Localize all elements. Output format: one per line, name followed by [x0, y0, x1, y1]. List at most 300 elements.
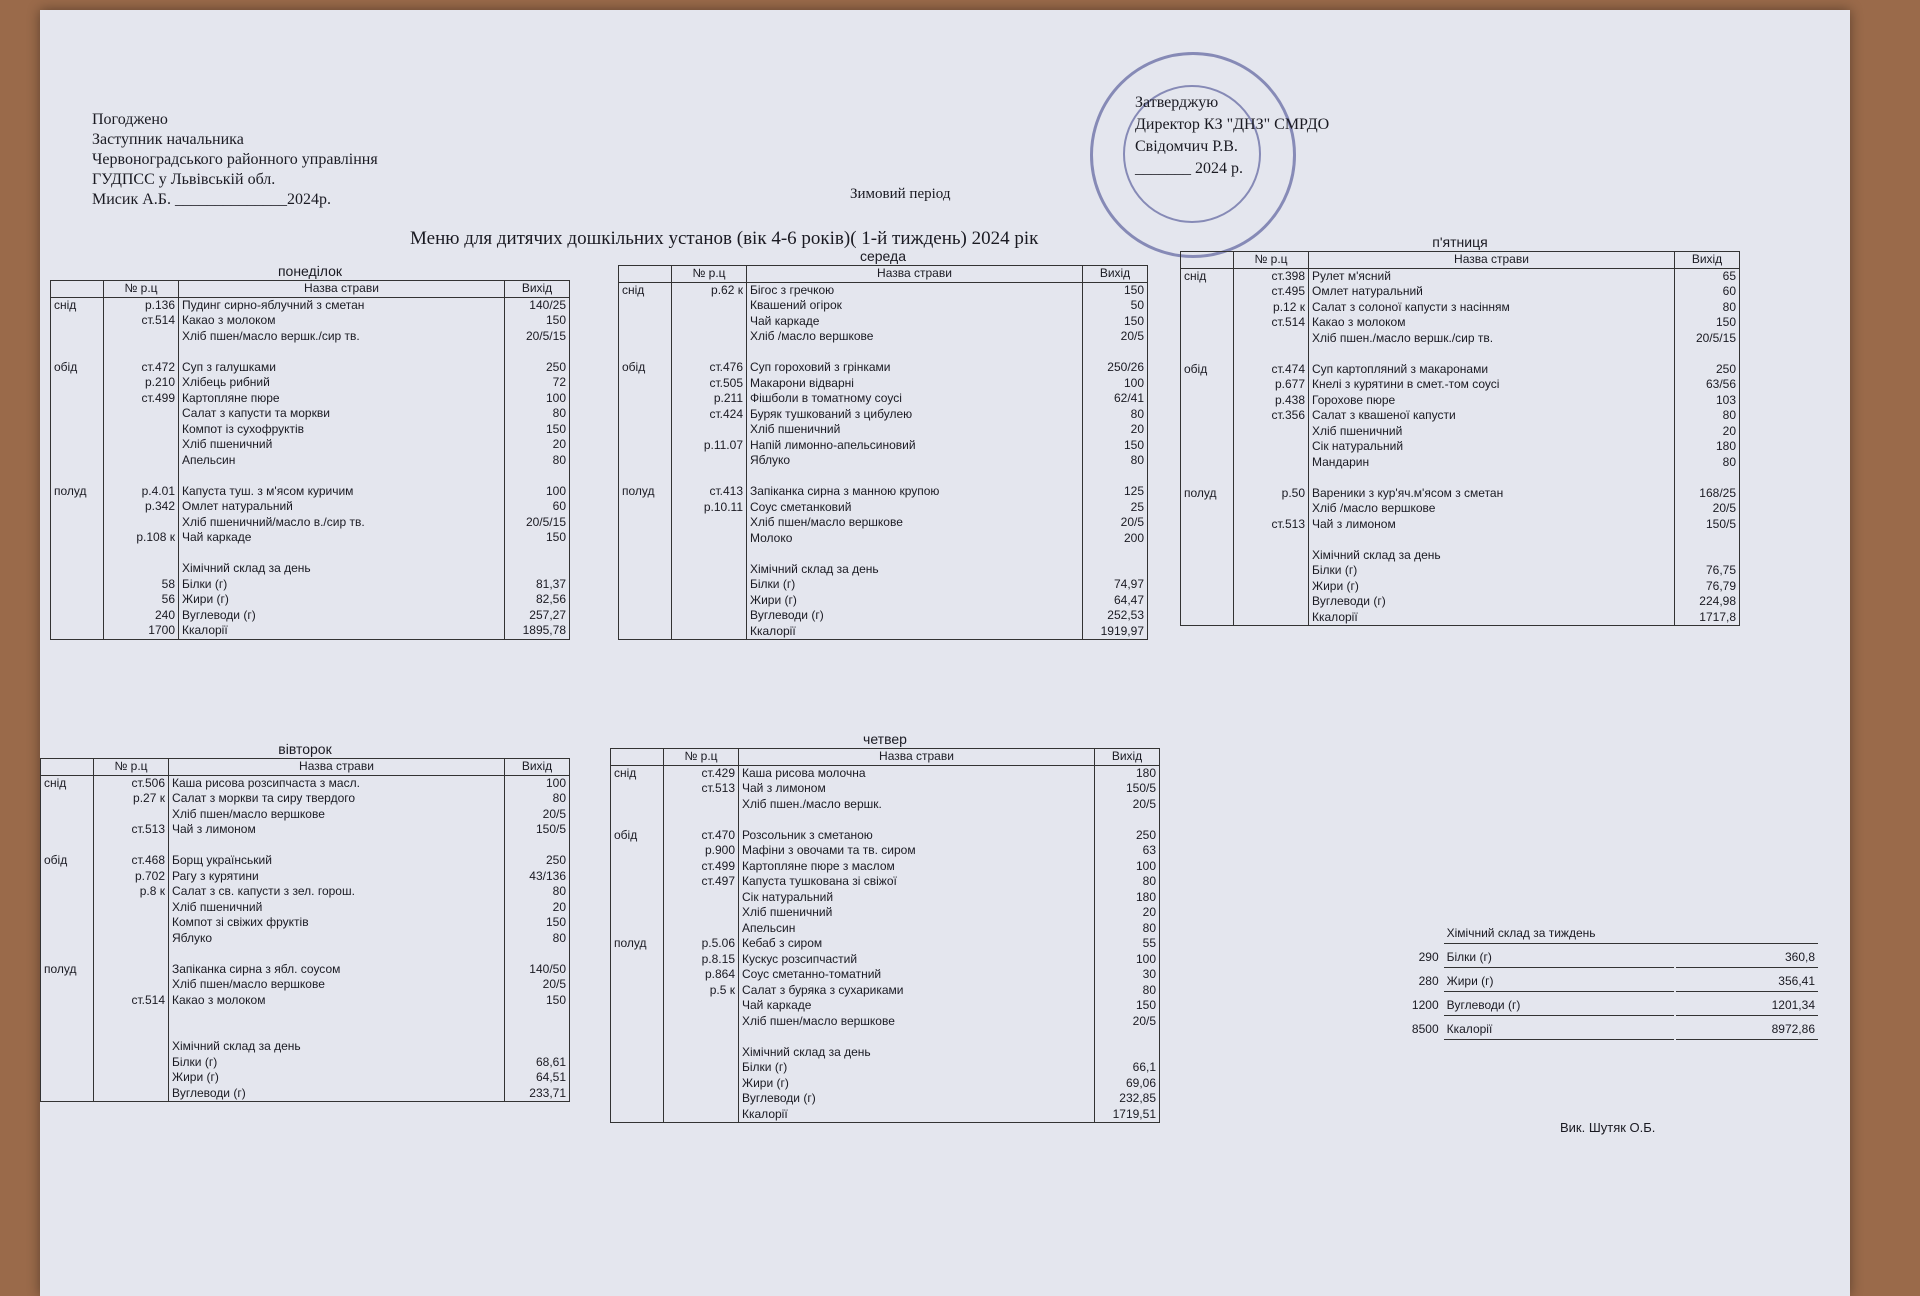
table-row: [51, 499, 570, 515]
output-cell: 140/50: [505, 962, 570, 978]
meal-cell: [41, 1039, 94, 1055]
output-cell: 150: [505, 313, 570, 329]
recipe-no-cell: [94, 931, 169, 947]
table-row: [619, 391, 1148, 407]
meal-cell: [619, 531, 672, 547]
menu-table: [1180, 251, 1740, 626]
dish-name-cell: Хліб пшеничний: [179, 437, 505, 453]
meal-cell: обід: [1181, 362, 1234, 378]
recipe-no-cell: 1700: [104, 623, 179, 639]
meal-cell: [1181, 610, 1234, 626]
output-cell: 20/5: [505, 807, 570, 823]
table-row: 8500 Ккалорії 8972,86: [1362, 1018, 1818, 1040]
table-row: [41, 838, 570, 854]
output-cell: 63: [1095, 843, 1160, 859]
output-cell: 80: [1083, 453, 1148, 469]
meal-cell: [1181, 548, 1234, 564]
output-cell: 232,85: [1095, 1091, 1160, 1107]
output-cell: 1919,97: [1083, 624, 1148, 640]
season-label: Зимовий період: [850, 186, 951, 202]
output-cell: [1675, 532, 1740, 548]
meal-cell: [41, 1008, 94, 1024]
recipe-no-cell: [672, 329, 747, 345]
meal-cell: [41, 838, 94, 854]
dish-name-cell: Компот зі свіжих фруктів: [169, 915, 505, 931]
recipe-no-cell: [664, 905, 739, 921]
dish-name-cell: Бігос з гречкою: [747, 282, 1083, 298]
meal-cell: [1181, 579, 1234, 595]
output-cell: [1083, 546, 1148, 562]
table-row: [41, 1055, 570, 1071]
recipe-no-cell: [664, 1029, 739, 1045]
table-row: [41, 1086, 570, 1102]
dish-name-cell: Омлет натуральний: [179, 499, 505, 515]
dish-name-cell: Хліб пшеничний: [169, 900, 505, 916]
recipe-no-cell: [94, 977, 169, 993]
dish-name-cell: Запіканка сирна з манною крупою: [747, 484, 1083, 500]
table-row: [41, 977, 570, 993]
meal-cell: [41, 946, 94, 962]
dish-name-cell: Хліб пшен./масло вершк.: [739, 797, 1095, 813]
meal-cell: полуд: [611, 936, 664, 952]
col-header-out: Вихід: [1083, 266, 1148, 283]
table-row: [619, 282, 1148, 298]
meal-cell: [611, 1045, 664, 1061]
table-row: [51, 375, 570, 391]
output-cell: [505, 344, 570, 360]
day-block-friday: [1180, 233, 1740, 626]
dish-name-cell: [1309, 470, 1675, 486]
output-cell: 150/5: [1095, 781, 1160, 797]
output-cell: 60: [505, 499, 570, 515]
recipe-no-cell: [1234, 455, 1309, 471]
meal-cell: [1181, 331, 1234, 347]
output-cell: 250/26: [1083, 360, 1148, 376]
meal-cell: [41, 807, 94, 823]
recipe-no-cell: [1234, 439, 1309, 455]
recipe-no-cell: р.50: [1234, 486, 1309, 502]
dish-name-cell: Салат з буряка з сухариками: [739, 983, 1095, 999]
dish-name-cell: Вуглеводи (г): [1309, 594, 1675, 610]
meal-cell: [611, 859, 664, 875]
recipe-no-cell: р.8.15: [664, 952, 739, 968]
meal-cell: [619, 515, 672, 531]
dish-name-cell: Жири (г): [739, 1076, 1095, 1092]
dish-name-cell: Розсольник з сметаною: [739, 828, 1095, 844]
recipe-no-cell: [94, 838, 169, 854]
table-row: [619, 593, 1148, 609]
meal-cell: [1181, 532, 1234, 548]
output-cell: 150: [505, 915, 570, 931]
col-header-out: Вихід: [505, 759, 570, 776]
output-cell: 257,27: [505, 608, 570, 624]
meal-cell: [51, 499, 104, 515]
output-cell: [1675, 346, 1740, 362]
output-cell: 72: [505, 375, 570, 391]
output-cell: 43/136: [505, 869, 570, 885]
meal-cell: [1181, 501, 1234, 517]
table-row: [41, 900, 570, 916]
dish-name-cell: [747, 546, 1083, 562]
table-row: [1181, 424, 1740, 440]
output-cell: 150: [1675, 315, 1740, 331]
dish-name-cell: Білки (г): [169, 1055, 505, 1071]
meal-cell: [41, 977, 94, 993]
recipe-no-cell: [104, 329, 179, 345]
recipe-no-cell: [104, 422, 179, 438]
dish-name-cell: Білки (г): [747, 577, 1083, 593]
table-row: [41, 822, 570, 838]
table-row: [611, 998, 1160, 1014]
recipe-no-cell: [1234, 470, 1309, 486]
dish-name-cell: [179, 344, 505, 360]
dish-name-cell: [169, 946, 505, 962]
col-header-out: Вихід: [1095, 749, 1160, 766]
table-row: [51, 530, 570, 546]
table-row: [619, 531, 1148, 547]
output-cell: 55: [1095, 936, 1160, 952]
table-row: [611, 1107, 1160, 1123]
output-cell: 125: [1083, 484, 1148, 500]
table-row: [1181, 315, 1740, 331]
meal-cell: [619, 422, 672, 438]
table-header: [619, 266, 1148, 283]
recipe-no-cell: [94, 962, 169, 978]
output-cell: [1083, 562, 1148, 578]
recipe-no-cell: [104, 515, 179, 531]
output-cell: 1719,51: [1095, 1107, 1160, 1123]
meal-cell: [51, 344, 104, 360]
output-cell: 150/5: [505, 822, 570, 838]
table-row: [619, 453, 1148, 469]
recipe-no-cell: [672, 624, 747, 640]
table-row: [1181, 268, 1740, 284]
recipe-no-cell: ст.356: [1234, 408, 1309, 424]
meal-cell: [619, 391, 672, 407]
table-row: [1181, 300, 1740, 316]
signature-line: Вик. Шутяк О.Б.: [1560, 1120, 1656, 1135]
meal-cell: [1181, 424, 1234, 440]
output-cell: [1095, 1045, 1160, 1061]
output-cell: 76,75: [1675, 563, 1740, 579]
dish-name-cell: Пудинг сирно-яблучний з сметан: [179, 297, 505, 313]
meal-cell: [619, 546, 672, 562]
table-header: [1181, 252, 1740, 269]
output-cell: 180: [1675, 439, 1740, 455]
table-row: [1181, 377, 1740, 393]
table-row: [1181, 408, 1740, 424]
output-cell: 150: [1083, 314, 1148, 330]
dish-name-cell: Хліб /масло вершкове: [1309, 501, 1675, 517]
output-cell: 80: [1675, 300, 1740, 316]
table-row: [619, 422, 1148, 438]
table-row: [611, 859, 1160, 875]
meal-cell: [619, 345, 672, 361]
recipe-no-cell: [1234, 346, 1309, 362]
output-cell: 250: [505, 853, 570, 869]
col-header-name: Назва страви: [169, 759, 505, 776]
meal-cell: [619, 624, 672, 640]
col-header-name: Назва страви: [179, 281, 505, 298]
table-row: [51, 360, 570, 376]
dish-name-cell: Яблуко: [169, 931, 505, 947]
output-cell: [505, 946, 570, 962]
meal-cell: [41, 993, 94, 1009]
dish-name-cell: Білки (г): [179, 577, 505, 593]
meal-cell: [611, 1107, 664, 1123]
meal-cell: полуд: [51, 484, 104, 500]
output-cell: 150: [505, 530, 570, 546]
col-header-name: Назва страви: [739, 749, 1095, 766]
table-row: [41, 791, 570, 807]
recipe-no-cell: р.27 к: [94, 791, 169, 807]
meal-cell: [1181, 594, 1234, 610]
recipe-no-cell: [664, 1060, 739, 1076]
recipe-no-cell: [664, 1091, 739, 1107]
recipe-no-cell: [672, 469, 747, 485]
meal-cell: [611, 967, 664, 983]
recipe-no-cell: ст.513: [94, 822, 169, 838]
dish-name-cell: Капуста тушкована зі свіжої: [739, 874, 1095, 890]
meal-cell: [41, 1086, 94, 1102]
recipe-no-cell: [664, 1076, 739, 1092]
meal-cell: [41, 900, 94, 916]
output-cell: 20: [505, 437, 570, 453]
meal-cell: [619, 407, 672, 423]
table-row: [611, 781, 1160, 797]
meal-cell: [41, 931, 94, 947]
recipe-no-cell: [104, 344, 179, 360]
dish-name-cell: [169, 1024, 505, 1040]
dish-name-cell: Какао з молоком: [169, 993, 505, 1009]
output-cell: [1675, 470, 1740, 486]
output-cell: [1095, 1029, 1160, 1045]
meal-cell: [51, 530, 104, 546]
recipe-no-cell: [1234, 548, 1309, 564]
dish-name-cell: Горохове пюре: [1309, 393, 1675, 409]
meal-cell: [619, 500, 672, 516]
dish-name-cell: Запіканка сирна з ябл. соусом: [169, 962, 505, 978]
recipe-no-cell: ст.505: [672, 376, 747, 392]
output-cell: 65: [1675, 268, 1740, 284]
meal-cell: [51, 313, 104, 329]
recipe-no-cell: 240: [104, 608, 179, 624]
recipe-no-cell: ст.398: [1234, 268, 1309, 284]
table-row: [619, 608, 1148, 624]
dish-name-cell: Салат з св. капусти з зел. горош.: [169, 884, 505, 900]
meal-cell: [611, 781, 664, 797]
recipe-no-cell: [1234, 594, 1309, 610]
meal-cell: [51, 422, 104, 438]
table-row: [51, 437, 570, 453]
meal-cell: [1181, 563, 1234, 579]
table-row: [41, 807, 570, 823]
recipe-no-cell: [94, 915, 169, 931]
approval-block-right: Затверджую Директор КЗ "ДНЗ" СМРДО Свідомчич Р.В. _______ 2024 р.: [1135, 94, 1330, 177]
meal-cell: [51, 561, 104, 577]
table-header: [51, 281, 570, 298]
dish-name-cell: Напій лимонно-апельсиновий: [747, 438, 1083, 454]
table-row: [51, 297, 570, 313]
table-row: [611, 983, 1160, 999]
recipe-no-cell: [672, 546, 747, 562]
recipe-no-cell: р.438: [1234, 393, 1309, 409]
table-row: [41, 884, 570, 900]
dish-name-cell: Картопляне пюре: [179, 391, 505, 407]
meal-cell: [1181, 315, 1234, 331]
recipe-no-cell: [94, 807, 169, 823]
table-header: [611, 749, 1160, 766]
output-cell: 250: [505, 360, 570, 376]
recipe-no-cell: [104, 406, 179, 422]
output-cell: 30: [1095, 967, 1160, 983]
col-header-name: Назва страви: [1309, 252, 1675, 269]
dish-name-cell: Чай каркаде: [179, 530, 505, 546]
meal-cell: [41, 791, 94, 807]
table-row: [41, 1039, 570, 1055]
recipe-no-cell: [104, 546, 179, 562]
meal-cell: [1181, 455, 1234, 471]
recipe-no-cell: ст.514: [94, 993, 169, 1009]
dish-name-cell: Соус сметанковий: [747, 500, 1083, 516]
dish-name-cell: Суп картопляний з макаронами: [1309, 362, 1675, 378]
table-row: [619, 500, 1148, 516]
day-block-wednesday: [618, 247, 1148, 640]
table-row: [1181, 486, 1740, 502]
table-row: [611, 1045, 1160, 1061]
approval-block-left: Погоджено Заступник начальника Червоноградського районного управління ГУДПСС у Львівській обл. Мисик А.Б. ______________2024р.: [92, 111, 378, 208]
meal-cell: [41, 822, 94, 838]
table-row: [1181, 284, 1740, 300]
menu-table: [50, 280, 570, 640]
recipe-no-cell: [672, 453, 747, 469]
meal-cell: полуд: [1181, 486, 1234, 502]
col-header-no: № р.ц: [672, 266, 747, 283]
recipe-no-cell: [104, 453, 179, 469]
output-cell: 150: [1083, 282, 1148, 298]
table-row: [1181, 610, 1740, 626]
recipe-no-cell: [104, 468, 179, 484]
table-row: [51, 468, 570, 484]
output-cell: 74,97: [1083, 577, 1148, 593]
recipe-no-cell: ст.506: [94, 775, 169, 791]
dish-name-cell: Хліб пшен/масло вершкове: [739, 1014, 1095, 1030]
table-row: [1181, 439, 1740, 455]
table-row: [41, 1024, 570, 1040]
dish-name-cell: [179, 468, 505, 484]
output-cell: [505, 546, 570, 562]
meal-cell: [619, 298, 672, 314]
dish-name-cell: [179, 546, 505, 562]
meal-cell: снід: [611, 765, 664, 781]
dish-name-cell: [1309, 346, 1675, 362]
output-cell: [505, 1039, 570, 1055]
dish-name-cell: Салат з моркви та сиру твердого: [169, 791, 505, 807]
recipe-no-cell: [104, 561, 179, 577]
dish-name-cell: Жири (г): [179, 592, 505, 608]
meal-cell: [51, 577, 104, 593]
day-title: середа: [859, 248, 906, 264]
dish-name-cell: [169, 838, 505, 854]
dish-name-cell: [1309, 532, 1675, 548]
meal-cell: [611, 812, 664, 828]
output-cell: 250: [1675, 362, 1740, 378]
output-cell: 80: [505, 406, 570, 422]
recipe-no-cell: р.62 к: [672, 282, 747, 298]
table-row: [619, 329, 1148, 345]
output-cell: 80: [505, 791, 570, 807]
output-cell: 20: [1675, 424, 1740, 440]
dish-name-cell: Вуглеводи (г): [179, 608, 505, 624]
recipe-no-cell: [1234, 563, 1309, 579]
output-cell: 80: [1083, 407, 1148, 423]
meal-cell: [51, 406, 104, 422]
recipe-no-cell: р.900: [664, 843, 739, 859]
meal-cell: [611, 983, 664, 999]
output-cell: 20/5: [1095, 797, 1160, 813]
output-cell: 20/5/15: [1675, 331, 1740, 347]
output-cell: 80: [505, 453, 570, 469]
dish-name-cell: Чай з лимоном: [1309, 517, 1675, 533]
output-cell: 60: [1675, 284, 1740, 300]
dish-name-cell: Хімічний склад за день: [179, 561, 505, 577]
output-cell: 80: [1095, 921, 1160, 937]
table-row: [1181, 532, 1740, 548]
dish-name-cell: Жири (г): [169, 1070, 505, 1086]
output-cell: [1675, 548, 1740, 564]
table-row: [1181, 331, 1740, 347]
recipe-no-cell: ст.470: [664, 828, 739, 844]
recipe-no-cell: ст.468: [94, 853, 169, 869]
recipe-no-cell: ст.513: [1234, 517, 1309, 533]
table-row: [41, 962, 570, 978]
meal-cell: [51, 608, 104, 624]
recipe-no-cell: [1234, 501, 1309, 517]
meal-cell: снід: [619, 282, 672, 298]
col-header-out: Вихід: [505, 281, 570, 298]
output-cell: 62/41: [1083, 391, 1148, 407]
table-row: [611, 967, 1160, 983]
recipe-no-cell: [672, 515, 747, 531]
dish-name-cell: Кебаб з сиром: [739, 936, 1095, 952]
output-cell: 1895,78: [505, 623, 570, 639]
meal-cell: [1181, 408, 1234, 424]
table-header: [41, 759, 570, 776]
table-row: [41, 853, 570, 869]
table-row: [41, 1070, 570, 1086]
dish-name-cell: Сік натуральний: [739, 890, 1095, 906]
meal-cell: [619, 438, 672, 454]
meal-cell: [41, 869, 94, 885]
table-row: [1181, 563, 1740, 579]
recipe-no-cell: [664, 998, 739, 1014]
table-row: [619, 469, 1148, 485]
meal-cell: [51, 329, 104, 345]
output-cell: 150: [1095, 998, 1160, 1014]
meal-cell: [611, 1029, 664, 1045]
meal-cell: [611, 1014, 664, 1030]
dish-name-cell: Хліб пшен/масло вершкове: [169, 977, 505, 993]
recipe-no-cell: ст.497: [664, 874, 739, 890]
recipe-no-cell: р.342: [104, 499, 179, 515]
col-header-no: № р.ц: [1234, 252, 1309, 269]
table-row: [619, 314, 1148, 330]
meal-cell: [611, 998, 664, 1014]
dish-name-cell: Хімічний склад за день: [1309, 548, 1675, 564]
table-row: [619, 407, 1148, 423]
table-row: [619, 546, 1148, 562]
meal-cell: [51, 375, 104, 391]
